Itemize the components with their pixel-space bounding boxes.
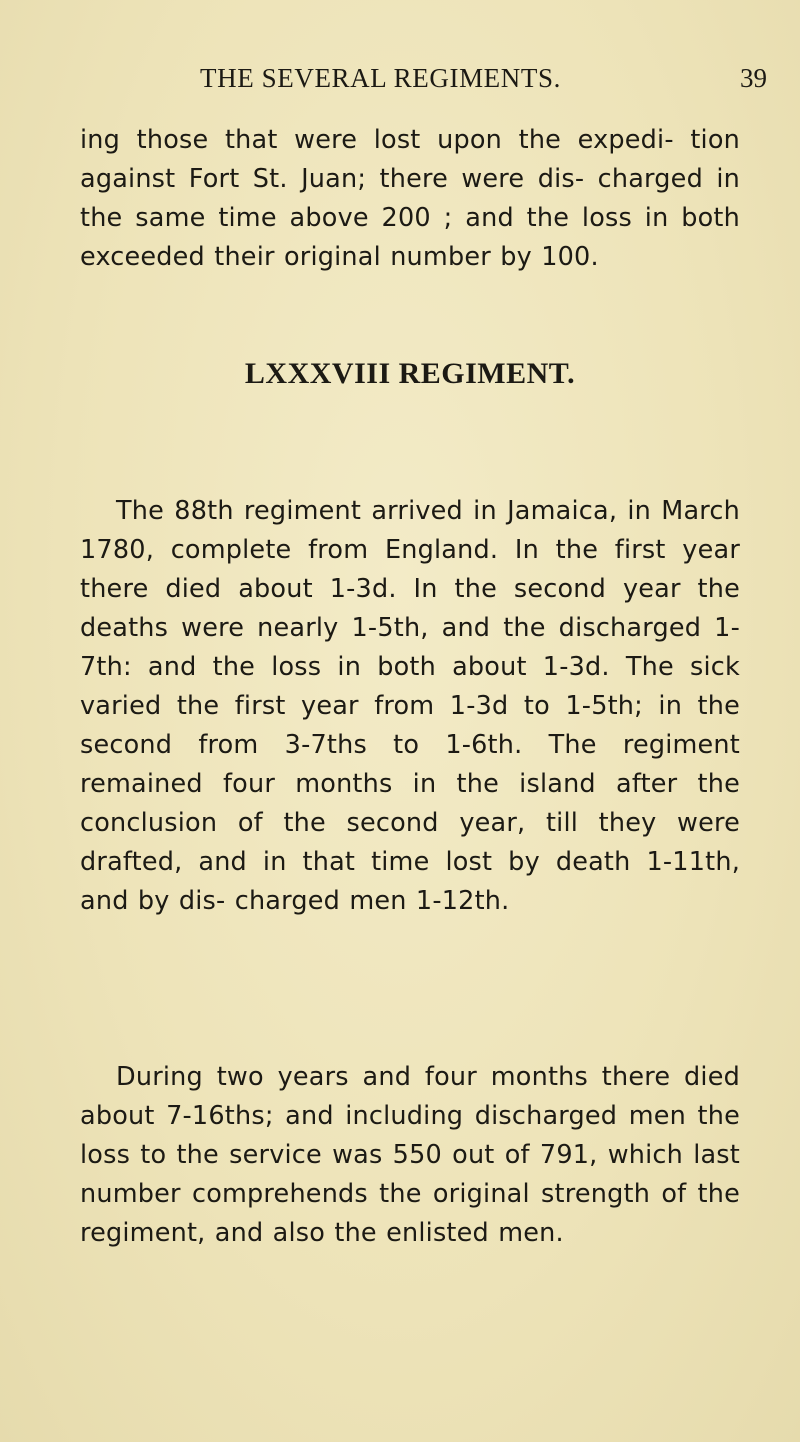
paragraph-regiment-intro: The 88th regiment arrived in Jamaica, in March 1780, complete from England. In the first year there died about 1-3d. In the second year the deaths were nearly 1-5th, and the discharged 1-7th: and the loss in both about 1-3d. The sick varied the first year from 1-3d to 1-5th; in the second from 3-7ths to 1-6th. The regiment remained four months in the island after the conclusion of the second year, till they were drafted, and in that time lost by death 1-11th, and by dis- charged men 1-12th. (80, 496, 740, 916)
paragraph-continuation: ing those that were lost upon the expedi- tion against Fort St. Juan; there were dis- charged in the same time above 200 ; and the loss in both exceeded their original number by 100. (80, 125, 740, 272)
running-title: THE SEVERAL REGIMENTS. (200, 63, 561, 93)
section-heading: LXXXVIII REGIMENT. (244, 357, 576, 390)
running-head (0, 63, 800, 103)
page-number: 39 (740, 63, 767, 93)
paragraph-summary: During two years and four months there died about 7-16ths; and including discharged men the loss to the service was 550 out of 791, which last number comprehends the original strength of the regiment, and also the enlisted men. (80, 1062, 740, 1248)
